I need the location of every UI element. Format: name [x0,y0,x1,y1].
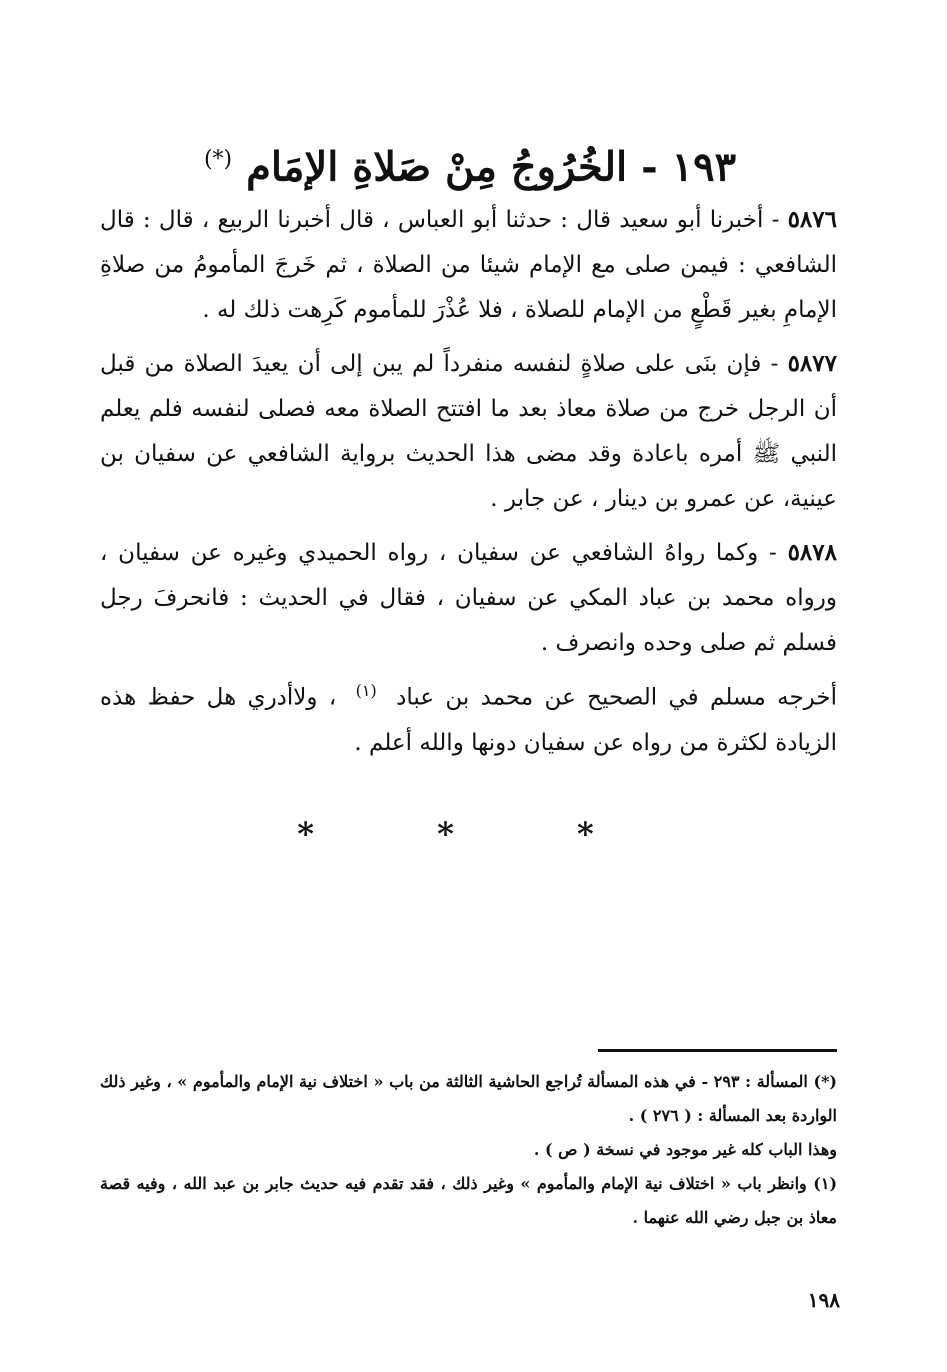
paragraph-text-after-ref: ، ولاأدري هل حفظ هذه الزيادة لكثرة من رواه عن سفيان دونها والله أعلم . [100,684,837,756]
paragraph-5877 [100,341,837,522]
paragraph-text: - وكما رواهُ الشافعي عن سفيان ، رواه الحميدي وغيره عن سفيان ، ورواه محمد بن عباد المكي عن سفيان ، فقال في الحديث : فانحرفَ رجل فسلم ثم صلى وحده وانصرف . [100,540,837,656]
footnote-reference-1: (١) [355,681,377,700]
chapter-title-footnote-mark: (*) [203,147,233,172]
paragraph-muslim-note [100,668,837,766]
paragraph-number: ٥٨٧٧ [787,350,837,377]
footnotes-section [100,1065,837,1235]
paragraph-number: ٥٨٧٦ [787,206,837,233]
paragraph-number: ٥٨٧٨ [787,539,837,566]
footnote-asterisk: (*) المسألة : ٢٩٣ - في هذه المسألة تُراجع الحاشية الثالثة من باب « اختلاف نية الإمام والمأموم » ، وغير ذلك الواردة بعد المسألة : ( ٢٧٦ ) . [100,1072,838,1125]
page-number: ١٩٨ [807,1288,840,1312]
footnote-manuscript-note: وهذا الباب كله غير موجود في نسخة ( ص ) . [533,1140,837,1159]
section-separator-stars: * * * [297,815,650,853]
footnote-1: (١) وانظر باب « اختلاف نية الإمام والمأموم » وغير ذلك ، فقد تقدم فيه حديث جابر بن عبد الله ، وفيه قصة معاذ بن جبل رضي الله عنهما . [100,1174,838,1227]
chapter-title [100,130,840,197]
footnote-divider [598,1049,837,1052]
paragraph-text-before-ref: أخرجه مسلم في الصحيح عن محمد بن عباد [396,684,837,711]
paragraph-text: - أخبرنا أبو سعيد قال : حدثنا أبو العباس ، قال أخبرنا الربيع ، قال : قال الشافعي : فيمن صلى مع الإمام شيئا من الصلاة ، ثم خَرجَ المأمومُ من صلاةِ الإمامِ بغير قَطْعٍ من الإمام للصلاة ، فلا عُذْرَ للمأموم كَرِهت ذلك له . [100,207,837,323]
paragraph-5878 [100,530,837,666]
paragraph-text: - فإن بنَى على صلاةٍ لنفسه منفرداً لم يبن إلى أن يعيدَ الصلاة من قبل أن الرجل خرج من صلاة معاذ بعد ما افتتح الصلاة معه فصلى لنفسه فلم يعلم النبي ﷺ أمره باعادة وقد مضى هذا الحديث برواية الشافعي عن سفيان بن عينية، عن عمرو بن دينار ، عن جابر . [100,351,837,512]
paragraph-5876 [100,197,837,333]
chapter-title-text: ١٩٣ - الخُرُوجُ مِنْ صَلاةِ الإمَام [246,143,737,191]
